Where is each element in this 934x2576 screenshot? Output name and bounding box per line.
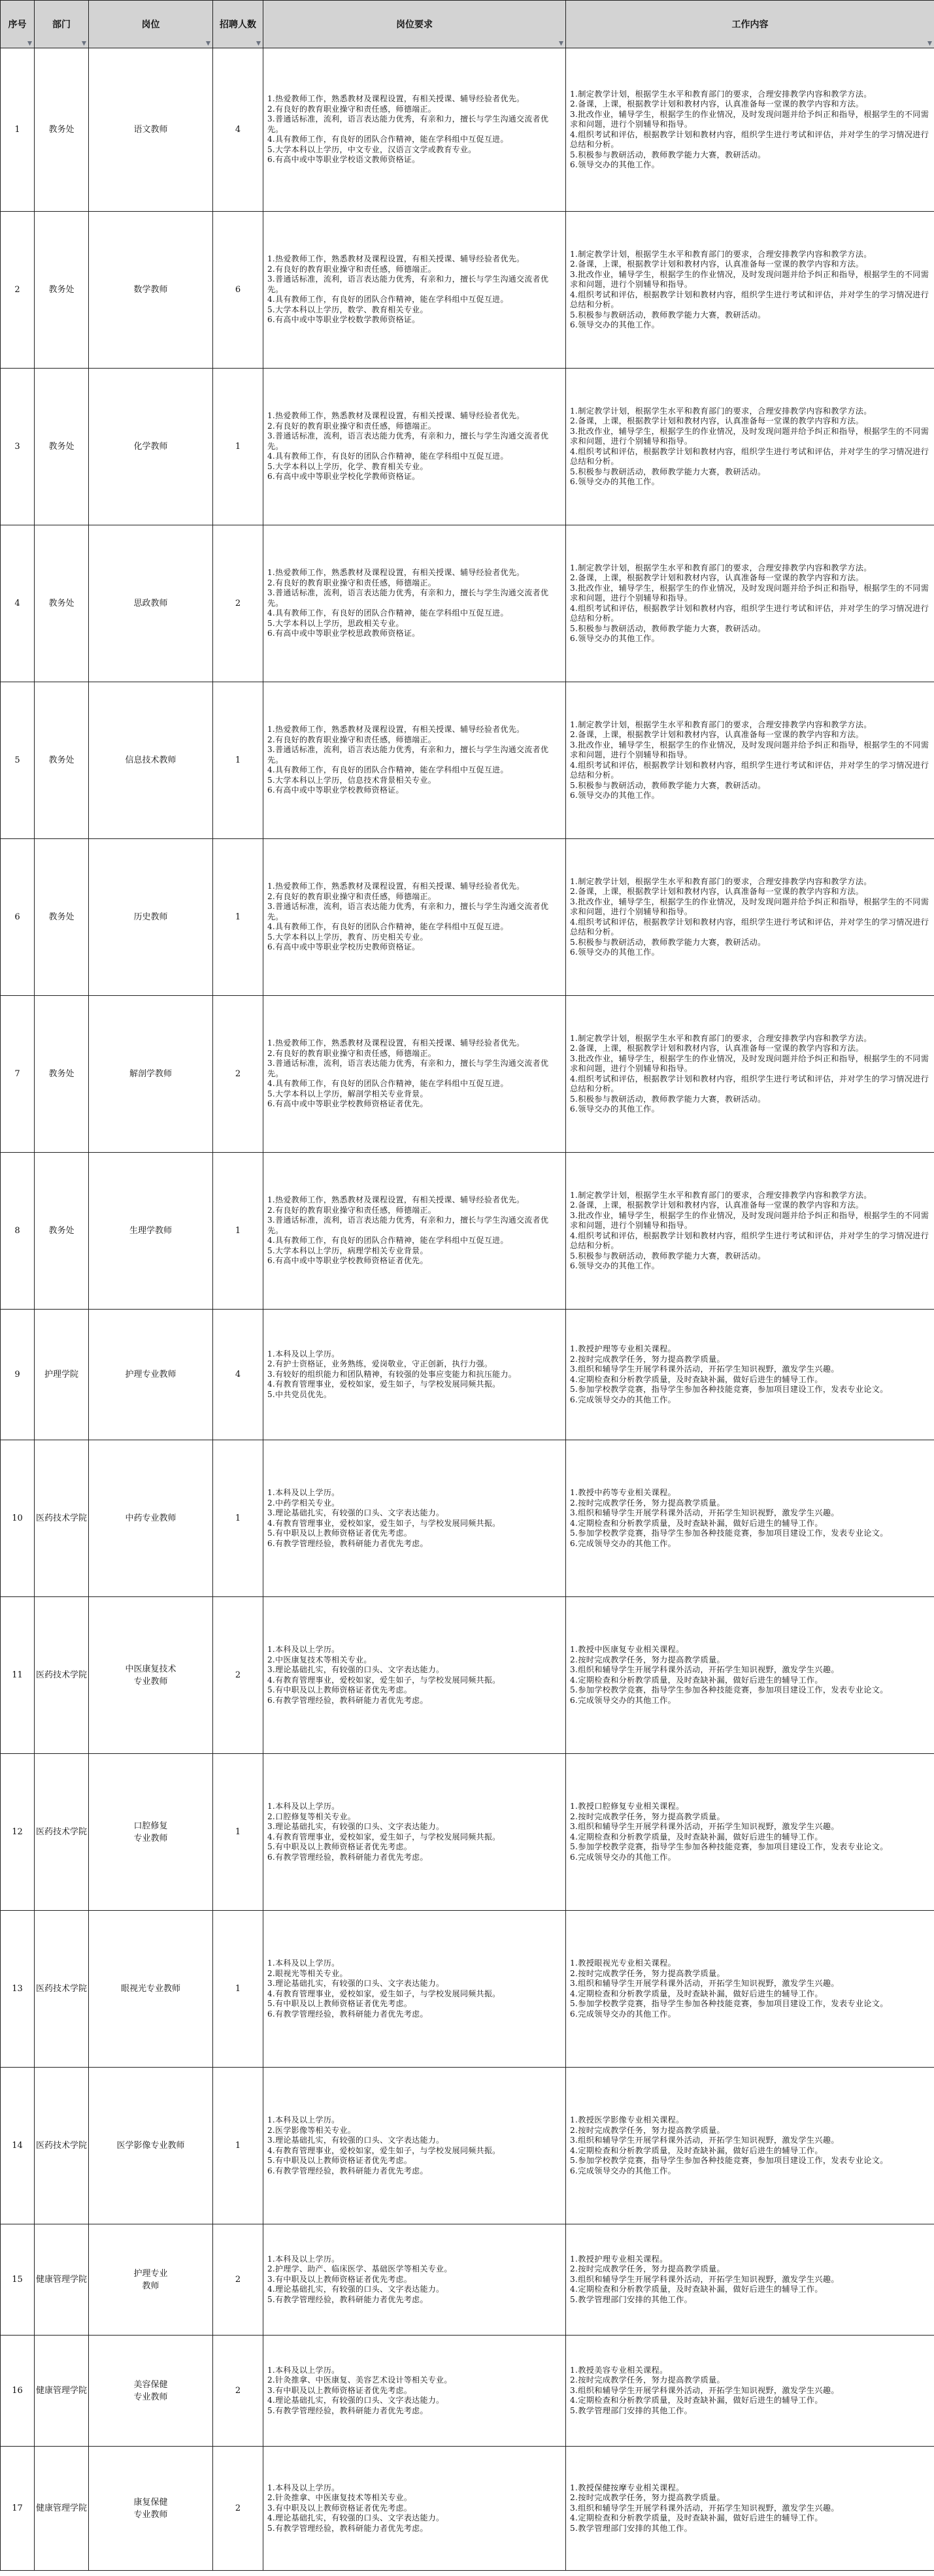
filter-dropdown-icon[interactable] [927, 41, 932, 46]
cell-work-content[interactable]: 1.教授护理专业相关课程。 2.按时完成教学任务，努力提高教学质量。 3.组织和辅导学生开展学科课外活动，开拓学生知识视野，激发学生兴趣。 4.定期检查和分析教学质量，及时查缺补漏，做好后进生的辅导工作。 5.教学管理部门安排的其他工作。 [566, 2224, 934, 2336]
cell-count[interactable]: 1 [213, 1153, 263, 1310]
cell-post[interactable]: 医学影像专业教师 [89, 2068, 213, 2224]
cell-work-content[interactable]: 1.教授口腔修复专业相关课程。 2.按时完成教学任务，努力提高教学质量。 3.组织和辅导学生开展学科课外活动，开拓学生知识视野，激发学生兴趣。 4.定期检查和分析教学质量，及时查缺补漏，做好后进生的辅导工作。 5.参加学校教学竞赛，指导学生参加各种技能竞赛，参加项目建设工作，发表专业论文。 6.完成领导交办的其他工作。 [566, 1754, 934, 1911]
cell-no[interactable]: 14 [1, 2068, 35, 2224]
cell-count[interactable]: 4 [213, 1310, 263, 1440]
cell-work-content[interactable]: 1.教授保健按摩专业相关课程。 2.按时完成教学任务，努力提高教学质量。 3.组织和辅导学生开展学科课外活动，开拓学生知识视野，激发学生兴趣。 4.定期检查和分析教学质量，及时查缺补漏，做好后进生的辅导工作。 5.教学管理部门安排的其他工作。 [566, 2447, 934, 2571]
header-no-label: 序号 [8, 20, 27, 30]
cell-dept[interactable]: 健康管理学院 [35, 2224, 89, 2336]
cell-work-content[interactable]: 1.教授中药等专业相关课程。 2.按时完成教学任务，努力提高教学质量。 3.组织和辅导学生开展学科课外活动，开拓学生知识视野，激发学生兴趣。 4.定期检查和分析教学质量，及时查缺补漏，做好后进生的辅导工作。 5.参加学校教学竞赛，指导学生参加各种技能竞赛，参加项目建设工作，发表专业论文。 6.完成领导交办的其他工作。 [566, 1440, 934, 1597]
cell-no[interactable]: 17 [1, 2447, 35, 2571]
cell-no[interactable]: 8 [1, 1153, 35, 1310]
header-post-label: 岗位 [141, 20, 160, 30]
cell-work-content[interactable]: 1.教授眼视光专业相关课程。 2.按时完成教学任务，努力提高教学质量。 3.组织和辅导学生开展学科课外活动，开拓学生知识视野，激发学生兴趣。 4.定期检查和分析教学质量，及时查缺补漏，做好后进生的辅导工作。 5.参加学校教学竞赛，指导学生参加各种技能竞赛，参加项目建设工作，发表专业论文。 6.完成领导交办的其他工作。 [566, 1911, 934, 2068]
filter-dropdown-icon[interactable] [27, 41, 32, 46]
cell-requirements[interactable]: 1.热爱教师工作，熟悉教材及课程设置，有相关授课、辅导经验者优先。 2.有良好的教育职业操守和责任感，师德端正。 3.普通话标准，流利，语言表达能力优秀，有亲和力，擅长与学生沟通交流者优先。 4.具有教师工作，有良好的团队合作精神，能在学科组中互促互进。 5.大学本科以上学历，病理学相关专业背景。 6.有高中或中等职业学校教师资格证者优先。 [263, 1153, 566, 1310]
cell-post[interactable]: 信息技术教师 [89, 682, 213, 839]
cell-requirements[interactable]: 1.本科及以上学历。 2.眼视光等相关专业。 3.理论基础扎实，有较强的口头、文字表达能力。 4.有教育管理事业，爱校如家，爱生如子，与学校发展同频共振。 5.有中职及以上教师资格证者优先考虑。 6.有教学管理经验，教科研能力者优先考虑。 [263, 1911, 566, 2068]
table-row [1, 369, 934, 525]
cell-count[interactable]: 2 [213, 1597, 263, 1754]
cell-post[interactable]: 中药专业教师 [89, 1440, 213, 1597]
table-row [1, 2447, 934, 2571]
cell-count[interactable]: 2 [213, 2447, 263, 2571]
filter-dropdown-icon[interactable] [206, 41, 210, 46]
cell-work-content[interactable]: 1.教授护理等专业相关课程。 2.按时完成教学任务，努力提高教学质量。 3.组织和辅导学生开展学科课外活动，开拓学生知识视野，激发学生兴趣。 4.定期检查和分析教学质量，及时查缺补漏，做好后进生的辅导工作。 5.参加学校教学竞赛，指导学生参加各种技能竞赛，参加项目建设工作，发表专业论文。 6.完成领导交办的其他工作。 [566, 1310, 934, 1440]
cell-requirements[interactable]: 1.本科及以上学历。 2.中药学相关专业。 3.理论基础扎实，有较强的口头、文字表达能力。 4.有教育管理事业，爱校如家，爱生如子，与学校发展同频共振。 5.有中职及以上教师资格证者优先考虑。 6.有教学管理经验，教科研能力者优先考虑。 [263, 1440, 566, 1597]
filter-dropdown-icon[interactable] [256, 41, 261, 46]
cell-no[interactable]: 1 [1, 48, 35, 212]
cell-requirements[interactable]: 1.本科及以上学历。 2.医学影像等相关专业。 3.理论基础扎实，有较强的口头、文字表达能力。 4.有教育管理事业，爱校如家，爱生如子，与学校发展同频共振。 5.有中职及以上教师资格证者优先考虑。 6.有教学管理经验，教科研能力者优先考虑。 [263, 2068, 566, 2224]
table-row [1, 2336, 934, 2447]
table-row [1, 1440, 934, 1597]
cell-count[interactable]: 2 [213, 996, 263, 1153]
cell-requirements[interactable]: 1.本科及以上学历。 2.口腔修复等相关专业。 3.理论基础扎实，有较强的口头、文字表达能力。 4.有教育管理事业，爱校如家，爱生如子，与学校发展同频共振。 5.有中职及以上教师资格证者优先考虑。 6.有教学管理经验，教科研能力者优先考虑。 [263, 1754, 566, 1911]
cell-requirements[interactable]: 1.热爱教师工作，熟悉教材及课程设置，有相关授课、辅导经验者优先。 2.有良好的教育职业操守和责任感，师德端正。 3.普通话标准，流利，语言表达能力优秀，有亲和力，擅长与学生沟通交流者优先。 4.具有教师工作，有良好的团队合作精神，能在学科组中互促互进。 5.大学本科以上学历，教育、历史相关专业。 6.有高中或中等职业学校历史教师资格证。 [263, 839, 566, 996]
cell-post[interactable]: 护理专业 教师 [89, 2224, 213, 2336]
header-dept[interactable] [35, 1, 89, 48]
header-req-label: 岗位要求 [396, 20, 433, 30]
cell-post[interactable]: 康复保健 专业教师 [89, 2447, 213, 2571]
cell-no[interactable]: 7 [1, 996, 35, 1153]
table-row [1, 525, 934, 682]
header-count-label: 招聘人数 [220, 20, 256, 30]
table-row [1, 996, 934, 1153]
header-work[interactable] [566, 1, 934, 48]
cell-dept[interactable]: 医药技术学院 [35, 1911, 89, 2068]
cell-dept[interactable]: 医药技术学院 [35, 2068, 89, 2224]
cell-dept[interactable]: 健康管理学院 [35, 2447, 89, 2571]
cell-dept[interactable]: 教务处 [35, 212, 89, 369]
header-count[interactable] [213, 1, 263, 48]
cell-count[interactable]: 1 [213, 1440, 263, 1597]
cell-requirements[interactable]: 1.热爱教师工作，熟悉教材及课程设置，有相关授课、辅导经验者优先。 2.有良好的教育职业操守和责任感，师德端正。 3.普通话标准，流利，语言表达能力优秀，有亲和力，擅长与学生沟通交流者优先。 4.具有教师工作，有良好的团队合作精神，能在学科组中互促互进。 5.大学本科以上学历，化学、教育相关专业。 6.有高中或中等职业学校化学教师资格证。 [263, 369, 566, 525]
cell-post[interactable]: 化学教师 [89, 369, 213, 525]
cell-dept[interactable]: 教务处 [35, 369, 89, 525]
table-row [1, 1310, 934, 1440]
table-row [1, 2224, 934, 2336]
cell-count[interactable]: 6 [213, 212, 263, 369]
cell-work-content[interactable]: 1.制定教学计划，根据学生水平和教育部门的要求，合理安排教学内容和教学方法。 2.备课，上课，根据教学计划和教材内容，认真准备每一堂课的教学内容和方法。 3.批改作业，辅导学生，根据学生的作业情况，及时发现问题并给予纠正和指导，根据学生的不同需求和问题，进行个别辅导和指导。 4.组织考试和评估，根据教学计划和教材内容，组织学生进行考试和评估，并对学生的学习情况进行总结和分析。 5.积极参与教研活动，教师教学能力大赛，教研活动。 6.领导交办的其他工作。 [566, 48, 934, 212]
cell-work-content[interactable]: 1.制定教学计划，根据学生水平和教育部门的要求，合理安排教学内容和教学方法。 2.备课，上课，根据教学计划和教材内容，认真准备每一堂课的教学内容和方法。 3.批改作业，辅导学生，根据学生的作业情况，及时发现问题并给予纠正和指导，根据学生的不同需求和问题，进行个别辅导和指导。 4.组织考试和评估，根据教学计划和教材内容，组织学生进行考试和评估，并对学生的学习情况进行总结和分析。 5.积极参与教研活动，教师教学能力大赛，教研活动。 6.领导交办的其他工作。 [566, 369, 934, 525]
cell-requirements[interactable]: 1.热爱教师工作，熟悉教材及课程设置，有相关授课、辅导经验者优先。 2.有良好的教育职业操守和责任感，师德端正。 3.普通话标准，流利，语言表达能力优秀，有亲和力，擅长与学生沟通交流者优先。 4.具有教师工作，有良好的团队合作精神，能在学科组中互促互进。 5.大学本科以上学历，解剖学相关专业背景。 6.有高中或中等职业学校教师资格证者优先。 [263, 996, 566, 1153]
cell-dept[interactable]: 教务处 [35, 48, 89, 212]
table-row [1, 1911, 934, 2068]
cell-post[interactable]: 生理学教师 [89, 1153, 213, 1310]
cell-requirements[interactable]: 1.热爱教师工作，熟悉教材及课程设置，有相关授课、辅导经验者优先。 2.有良好的教育职业操守和责任感，师德端正。 3.普通话标准，流利，语言表达能力优秀，有亲和力，擅长与学生沟通交流者优先。 4.具有教师工作，有良好的团队合作精神，能在学科组中互促互进。 5.大学本科以上学历，思政相关专业。 6.有高中或中等职业学校思政教师资格证。 [263, 525, 566, 682]
cell-work-content[interactable]: 1.教授美容专业相关课程。 2.按时完成教学任务，努力提高教学质量。 3.组织和辅导学生开展学科课外活动，开拓学生知识视野，激发学生兴趣。 4.定期检查和分析教学质量，及时查缺补漏，做好后进生的辅导工作。 5.教学管理部门安排的其他工作。 [566, 2336, 934, 2447]
cell-count[interactable]: 2 [213, 2224, 263, 2336]
cell-requirements[interactable]: 1.本科及以上学历。 2.有护士资格证，业务熟练，爱岗敬业，守正创新，执行力强。 3.有较好的组织能力和团队精神，有较强的处事应变能力和抗压能力。 4.有教育管理事业，爱校如家，爱生如子，与学校发展同频共振。 5.中共党员优先。 [263, 1310, 566, 1440]
cell-post[interactable]: 眼视光专业教师 [89, 1911, 213, 2068]
cell-post[interactable]: 中医康复技术 专业教师 [89, 1597, 213, 1754]
cell-count[interactable]: 1 [213, 839, 263, 996]
cell-no[interactable]: 6 [1, 839, 35, 996]
table-row [1, 48, 934, 212]
header-row [1, 1, 934, 48]
cell-dept[interactable]: 医药技术学院 [35, 1597, 89, 1754]
cell-no[interactable]: 13 [1, 1911, 35, 2068]
cell-dept[interactable]: 医药技术学院 [35, 1440, 89, 1597]
cell-requirements[interactable]: 1.热爱教师工作，熟悉教材及课程设置，有相关授课、辅导经验者优先。 2.有良好的教育职业操守和责任感，师德端正。 3.普通话标准，流利，语言表达能力优秀，有亲和力，擅长与学生沟通交流者优先。 4.具有教师工作，有良好的团队合作精神，能在学科组中互促互进。 5.大学本科以上学历，信息技术背景相关专业。 6.有高中或中等职业学校教师资格证。 [263, 682, 566, 839]
cell-no[interactable]: 10 [1, 1440, 35, 1597]
table-row [1, 682, 934, 839]
cell-post[interactable]: 解剖学教师 [89, 996, 213, 1153]
cell-no[interactable]: 3 [1, 369, 35, 525]
cell-post[interactable]: 口腔修复 专业教师 [89, 1754, 213, 1911]
cell-no[interactable]: 4 [1, 525, 35, 682]
cell-work-content[interactable]: 1.教授医学影像专业相关课程。 2.按时完成教学任务，努力提高教学质量。 3.组织和辅导学生开展学科课外活动，开拓学生知识视野，激发学生兴趣。 4.定期检查和分析教学质量，及时查缺补漏，做好后进生的辅导工作。 5.参加学校教学竞赛，指导学生参加各种技能竞赛，参加项目建设工作，发表专业论文。 6.完成领导交办的其他工作。 [566, 2068, 934, 2224]
cell-count[interactable]: 1 [213, 682, 263, 839]
cell-requirements[interactable]: 1.本科及以上学历。 2.护理学、助产、临床医学、基础医学等相关专业。 3.有中职及以上教师资格证者优先考虑。 4.理论基础扎实，有较强的口头、文字表达能力。 5.有教学管理经验，教科研能力者优先考虑。 [263, 2224, 566, 2336]
cell-count[interactable]: 1 [213, 1911, 263, 2068]
cell-post[interactable]: 历史教师 [89, 839, 213, 996]
header-dept-label: 部门 [52, 20, 71, 30]
cell-work-content[interactable]: 1.制定教学计划，根据学生水平和教育部门的要求，合理安排教学内容和教学方法。 2.备课，上课，根据教学计划和教材内容，认真准备每一堂课的教学内容和方法。 3.批改作业，辅导学生，根据学生的作业情况，及时发现问题并给予纠正和指导，根据学生的不同需求和问题，进行个别辅导和指导。 4.组织考试和评估，根据教学计划和教材内容，组织学生进行考试和评估，并对学生的学习情况进行总结和分析。 5.积极参与教研活动，教师教学能力大赛，教研活动。 6.领导交办的其他工作。 [566, 525, 934, 682]
cell-post[interactable]: 思政教师 [89, 525, 213, 682]
cell-dept[interactable]: 健康管理学院 [35, 2336, 89, 2447]
cell-requirements[interactable]: 1.热爱教师工作，熟悉教材及课程设置，有相关授课、辅导经验者优先。 2.有良好的教育职业操守和责任感，师德端正。 3.普通话标准，流利，语言表达能力优秀，有亲和力，擅长与学生沟通交流者优先。 4.具有教师工作，有良好的团队合作精神，能在学科组中互促互进。 5.大学本科以上学历，中文专业，汉语言文学或教育专业。 6.有高中或中等职业学校语文教师资格证。 [263, 48, 566, 212]
cell-count[interactable]: 1 [213, 369, 263, 525]
cell-work-content[interactable]: 1.教授中医康复专业相关课程。 2.按时完成教学任务，努力提高教学质量。 3.组织和辅导学生开展学科课外活动，开拓学生知识视野，激发学生兴趣。 4.定期检查和分析教学质量，及时查缺补漏，做好后进生的辅导工作。 5.参加学校教学竞赛，指导学生参加各种技能竞赛，参加项目建设工作，发表专业论文。 6.完成领导交办的其他工作。 [566, 1597, 934, 1754]
cell-dept[interactable]: 医药技术学院 [35, 1754, 89, 1911]
cell-dept[interactable]: 教务处 [35, 839, 89, 996]
cell-no[interactable]: 5 [1, 682, 35, 839]
cell-count[interactable]: 1 [213, 1754, 263, 1911]
cell-dept[interactable]: 教务处 [35, 525, 89, 682]
cell-dept[interactable]: 护理学院 [35, 1310, 89, 1440]
cell-requirements[interactable]: 1.本科及以上学历。 2.中医康复技术等相关专业。 3.理论基础扎实，有较强的口头、文字表达能力。 4.有教育管理事业，爱校如家，爱生如子，与学校发展同频共振。 5.有中职及以上教师资格证者优先考虑。 6.有教学管理经验，教科研能力者优先考虑。 [263, 1597, 566, 1754]
table-row [1, 1597, 934, 1754]
cell-post[interactable]: 数学教师 [89, 212, 213, 369]
cell-no[interactable]: 2 [1, 212, 35, 369]
cell-work-content[interactable]: 1.制定教学计划，根据学生水平和教育部门的要求，合理安排教学内容和教学方法。 2.备课，上课，根据教学计划和教材内容，认真准备每一堂课的教学内容和方法。 3.批改作业，辅导学生，根据学生的作业情况，及时发现问题并给予纠正和指导，根据学生的不同需求和问题，进行个别辅导和指导。 4.组织考试和评估，根据教学计划和教材内容，组织学生进行考试和评估，并对学生的学习情况进行总结和分析。 5.积极参与教研活动，教师教学能力大赛，教研活动。 6.领导交办的其他工作。 [566, 1153, 934, 1310]
header-req[interactable] [263, 1, 566, 48]
header-no[interactable] [1, 1, 35, 48]
cell-requirements[interactable]: 1.本科及以上学历。 2.针灸推拿、中医康复技术等相关专业。 3.有中职及以上教师资格证者优先考虑。 4.理论基础扎实，有较强的口头、文字表达能力。 5.有教学管理经验，教科研能力者优先考虑。 [263, 2447, 566, 2571]
cell-work-content[interactable]: 1.制定教学计划，根据学生水平和教育部门的要求，合理安排教学内容和教学方法。 2.备课，上课，根据教学计划和教材内容，认真准备每一堂课的教学内容和方法。 3.批改作业，辅导学生，根据学生的作业情况，及时发现问题并给予纠正和指导，根据学生的不同需求和问题，进行个别辅导和指导。 4.组织考试和评估，根据教学计划和教材内容，组织学生进行考试和评估，并对学生的学习情况进行总结和分析。 5.积极参与教研活动，教师教学能力大赛，教研活动。 6.领导交办的其他工作。 [566, 996, 934, 1153]
cell-count[interactable]: 2 [213, 525, 263, 682]
cell-work-content[interactable]: 1.制定教学计划，根据学生水平和教育部门的要求，合理安排教学内容和教学方法。 2.备课，上课，根据教学计划和教材内容，认真准备每一堂课的教学内容和方法。 3.批改作业，辅导学生，根据学生的作业情况，及时发现问题并给予纠正和指导，根据学生的不同需求和问题，进行个别辅导和指导。 4.组织考试和评估，根据教学计划和教材内容，组织学生进行考试和评估，并对学生的学习情况进行总结和分析。 5.积极参与教研活动，教师教学能力大赛，教研活动。 6.领导交办的其他工作。 [566, 682, 934, 839]
cell-dept[interactable]: 教务处 [35, 1153, 89, 1310]
cell-count[interactable]: 4 [213, 48, 263, 212]
cell-count[interactable]: 1 [213, 2068, 263, 2224]
header-work-label: 工作内容 [731, 20, 769, 30]
table-row [1, 212, 934, 369]
cell-requirements[interactable]: 1.热爱教师工作，熟悉教材及课程设置，有相关授课、辅导经验者优先。 2.有良好的教育职业操守和责任感，师德端正。 3.普通话标准，流利，语言表达能力优秀，有亲和力，擅长与学生沟通交流者优先。 4.具有教师工作，有良好的团队合作精神，能在学科组中互促互进。 5.大学本科以上学历，数学、教育相关专业。 6.有高中或中等职业学校数学教师资格证。 [263, 212, 566, 369]
cell-post[interactable]: 美容保健 专业教师 [89, 2336, 213, 2447]
cell-no[interactable]: 16 [1, 2336, 35, 2447]
cell-work-content[interactable]: 1.制定教学计划，根据学生水平和教育部门的要求，合理安排教学内容和教学方法。 2.备课，上课，根据教学计划和教材内容，认真准备每一堂课的教学内容和方法。 3.批改作业，辅导学生，根据学生的作业情况，及时发现问题并给予纠正和指导，根据学生的不同需求和问题，进行个别辅导和指导。 4.组织考试和评估，根据教学计划和教材内容，组织学生进行考试和评估，并对学生的学习情况进行总结和分析。 5.积极参与教研活动，教师教学能力大赛，教研活动。 6.领导交办的其他工作。 [566, 839, 934, 996]
cell-count[interactable]: 2 [213, 2336, 263, 2447]
cell-no[interactable]: 9 [1, 1310, 35, 1440]
cell-dept[interactable]: 教务处 [35, 682, 89, 839]
filter-dropdown-icon[interactable] [82, 41, 86, 46]
cell-post[interactable]: 护理专业教师 [89, 1310, 213, 1440]
cell-dept[interactable]: 教务处 [35, 996, 89, 1153]
table-row [1, 2068, 934, 2224]
cell-work-content[interactable]: 1.制定教学计划，根据学生水平和教育部门的要求，合理安排教学内容和教学方法。 2.备课，上课，根据教学计划和教材内容，认真准备每一堂课的教学内容和方法。 3.批改作业，辅导学生，根据学生的作业情况，及时发现问题并给予纠正和指导，根据学生的不同需求和问题，进行个别辅导和指导。 4.组织考试和评估，根据教学计划和教材内容，组织学生进行考试和评估，并对学生的学习情况进行总结和分析。 5.积极参与教研活动，教师教学能力大赛，教研活动。 6.领导交办的其他工作。 [566, 212, 934, 369]
filter-dropdown-icon[interactable] [559, 41, 563, 46]
cell-no[interactable]: 11 [1, 1597, 35, 1754]
header-post[interactable] [89, 1, 213, 48]
table-row [1, 1754, 934, 1911]
table-row [1, 1153, 934, 1310]
cell-no[interactable]: 15 [1, 2224, 35, 2336]
cell-no[interactable]: 12 [1, 1754, 35, 1911]
cell-requirements[interactable]: 1.本科及以上学历。 2.针灸推拿、中医康复、美容艺术设计等相关专业。 3.有中职及以上教师资格证者优先考虑。 4.理论基础扎实，有较强的口头、文字表达能力。 5.有教学管理经验，教科研能力者优先考虑。 [263, 2336, 566, 2447]
table-row [1, 839, 934, 996]
cell-post[interactable]: 语文教师 [89, 48, 213, 212]
